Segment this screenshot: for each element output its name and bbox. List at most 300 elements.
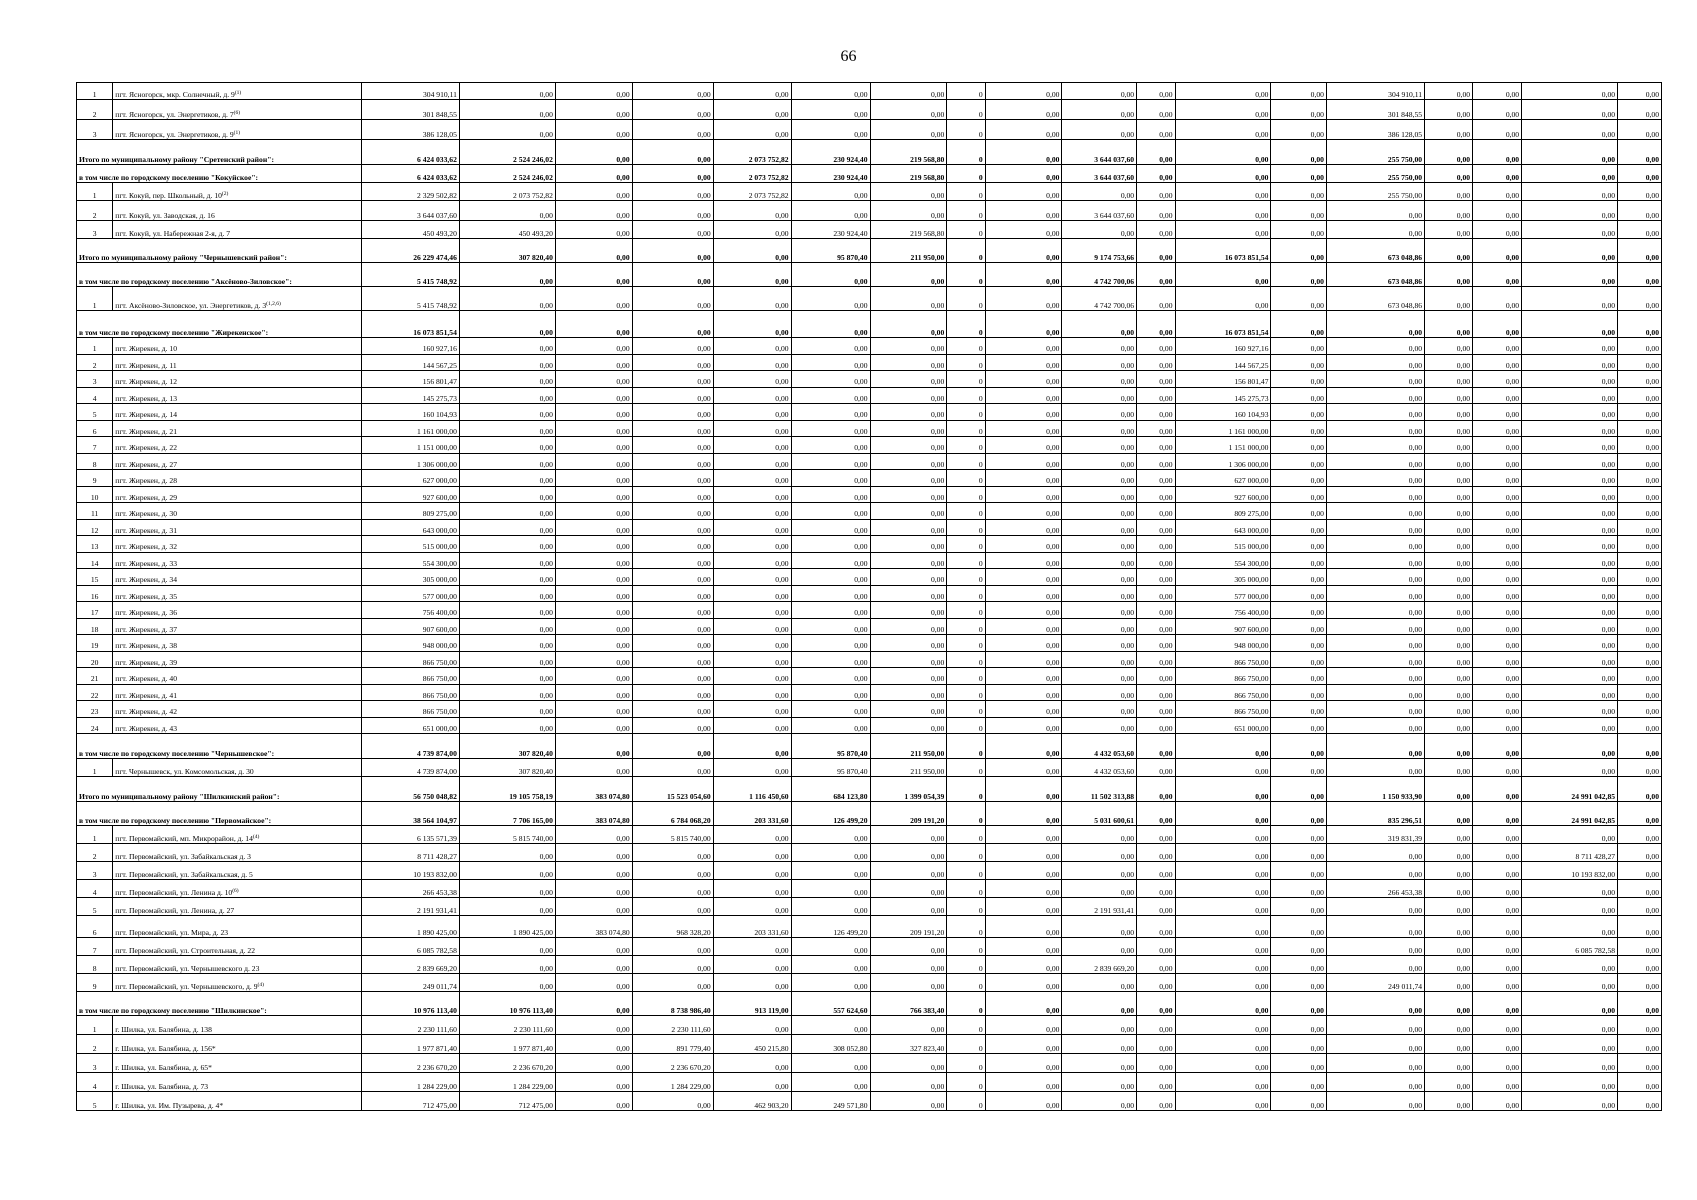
value-cell: 6 085 782,58 [1522,938,1618,956]
value-cell: 0,00 [791,437,870,454]
value-cell: 0,00 [985,826,1062,844]
value-cell: 0,00 [1425,862,1473,880]
value-cell: 0,00 [459,938,555,956]
value-cell: 0,00 [1618,83,1662,100]
address-cell [113,1073,362,1092]
value-cell: 0,00 [1175,221,1271,239]
value-cell: 144 567,25 [361,354,459,371]
value-cell: 0,00 [1271,486,1326,503]
value-cell: 0,00 [1271,759,1326,777]
value-cell: 0,00 [555,100,632,120]
value-cell: 304 910,11 [361,83,459,100]
value-cell: 307 820,40 [459,759,555,777]
value-cell: 0,00 [1522,354,1618,371]
value-cell: 0,00 [870,844,947,862]
value-cell: 0,00 [555,992,632,1016]
address-cell [113,585,362,602]
address-cell [113,221,362,239]
value-cell: 0 [947,552,985,569]
value-cell: 0,00 [1175,992,1271,1016]
table-row [77,519,1662,536]
value-cell: 0,00 [1425,734,1473,759]
value-cell: 0,00 [1271,221,1326,239]
value-cell: 0,00 [985,1092,1062,1111]
value-cell: 0,00 [870,862,947,880]
value-cell: 0,00 [1326,635,1424,652]
value-cell: 0 [947,777,985,802]
value-cell: 301 848,55 [361,100,459,120]
value-cell: 891 779,40 [632,1035,713,1054]
value-cell: 0,00 [985,684,1062,701]
value-cell: 0,00 [459,387,555,404]
address-text: пгт. Первомайский, ул. Чернышевского, д. 9 [115,981,258,991]
value-cell: 0,00 [1137,602,1175,619]
value-cell: 0,00 [985,992,1062,1016]
value-cell: 0,00 [632,585,713,602]
subtotal-row [77,140,1662,165]
value-cell: 0,00 [1062,618,1137,635]
value-cell: 0,00 [1473,453,1522,470]
value-cell: 0,00 [1522,100,1618,120]
value-cell: 0,00 [791,552,870,569]
table-row [77,651,1662,668]
row-number: 1 [77,83,113,100]
value-cell: 0,00 [713,880,791,898]
value-cell: 0,00 [713,684,791,701]
value-cell: 0 [947,602,985,619]
value-cell: 219 568,80 [870,140,947,165]
address-text: пгт. Кокуй, ул. Заводская, д. 16 [115,210,215,220]
value-cell: 2 236 670,20 [361,1054,459,1073]
value-cell: 0,00 [870,420,947,437]
value-cell: 219 568,80 [870,165,947,183]
value-cell: 0,00 [1473,569,1522,586]
value-cell: 0,00 [1425,354,1473,371]
value-cell: 0,00 [1618,938,1662,956]
value-cell: 0,00 [1522,618,1618,635]
value-cell: 0,00 [632,338,713,355]
address-text: пгт. Ясногорск, ул. Энергетиков, д. 7 [115,109,234,119]
value-cell: 0,00 [1425,1054,1473,1073]
value-cell: 0,00 [632,221,713,239]
value-cell: 0,00 [1062,552,1137,569]
value-cell: 0,00 [870,470,947,487]
value-cell: 5 031 600,61 [1062,802,1137,826]
value-cell: 0,00 [1425,201,1473,221]
value-cell: 0,00 [1271,862,1326,880]
value-cell: 0,00 [1175,759,1271,777]
value-cell: 0,00 [713,717,791,734]
value-cell: 0,00 [459,618,555,635]
value-cell: 0,00 [632,717,713,734]
value-cell: 0,00 [1271,354,1326,371]
value-cell: 0,00 [555,1092,632,1111]
value-cell: 0,00 [555,717,632,734]
value-cell: 0,00 [1271,898,1326,916]
address-cell [113,668,362,685]
address-cell [113,602,362,619]
row-number: 17 [77,602,113,619]
value-cell: 1 977 871,40 [459,1035,555,1054]
value-cell: 462 903,20 [713,1092,791,1111]
value-cell: 144 567,25 [1175,354,1271,371]
value-cell: 0,00 [459,717,555,734]
value-cell: 0,00 [1473,618,1522,635]
value-cell: 0,00 [1271,239,1326,263]
value-cell: 0,00 [1522,120,1618,140]
value-cell: 0,00 [1326,569,1424,586]
row-number: 7 [77,938,113,956]
value-cell: 0,00 [713,585,791,602]
value-cell: 0,00 [459,470,555,487]
footnote-mark: (1,2,6) [266,300,281,307]
value-cell: 0,00 [791,404,870,421]
value-cell: 0,00 [1137,1016,1175,1035]
value-cell: 0,00 [1271,701,1326,718]
table-row [77,371,1662,388]
value-cell: 0,00 [632,239,713,263]
footnote-mark: (1) [233,129,241,136]
value-cell: 0,00 [1425,165,1473,183]
value-cell: 557 624,60 [791,992,870,1016]
value-cell: 1 284 229,00 [632,1073,713,1092]
address-cell [113,844,362,862]
value-cell: 2 191 931,41 [361,898,459,916]
address-text: пгт. Жирекен, д. 29 [115,492,177,502]
value-cell: 16 073 851,54 [361,311,459,338]
value-cell: 255 750,00 [1326,140,1424,165]
value-cell: 0,00 [1326,916,1424,938]
address-cell [113,916,362,938]
value-cell: 0,00 [1271,311,1326,338]
value-cell: 0,00 [1618,916,1662,938]
value-cell: 0,00 [985,844,1062,862]
value-cell: 0,00 [1137,880,1175,898]
value-cell: 0,00 [1326,486,1424,503]
value-cell: 0,00 [1425,916,1473,938]
value-cell: 0,00 [632,862,713,880]
value-cell: 0,00 [459,120,555,140]
value-cell: 554 300,00 [1175,552,1271,569]
value-cell: 0,00 [1425,404,1473,421]
value-cell: 0 [947,404,985,421]
address-cell [113,120,362,140]
value-cell: 4 432 053,60 [1062,759,1137,777]
value-cell: 0,00 [791,880,870,898]
value-cell: 0,00 [1175,287,1271,311]
value-cell: 627 000,00 [361,470,459,487]
value-cell: 0,00 [1062,992,1137,1016]
value-cell: 3 644 037,60 [1062,165,1137,183]
value-cell: 0,00 [985,387,1062,404]
value-cell: 0,00 [1618,802,1662,826]
value-cell: 0,00 [985,239,1062,263]
address-cell [113,387,362,404]
value-cell: 0,00 [1522,569,1618,586]
row-number: 3 [77,120,113,140]
value-cell: 0,00 [870,974,947,992]
value-cell: 0,00 [791,201,870,221]
value-cell: 383 074,80 [555,802,632,826]
value-cell: 19 105 758,19 [459,777,555,802]
footnote-mark: (6) [232,887,239,894]
value-cell: 0,00 [1473,420,1522,437]
value-cell: 0,00 [459,453,555,470]
value-cell: 9 174 753,66 [1062,239,1137,263]
value-cell: 0 [947,1054,985,1073]
value-cell: 0,00 [1618,651,1662,668]
value-cell: 0,00 [985,602,1062,619]
value-cell: 0 [947,992,985,1016]
value-cell: 0,00 [1522,287,1618,311]
value-cell: 0,00 [555,221,632,239]
table-row [77,1035,1662,1054]
value-cell: 0,00 [1062,651,1137,668]
value-cell: 1 890 425,00 [459,916,555,938]
address-text: пгт. Ясногорск, мкр. Солнечный, д. 9 [115,89,235,99]
value-cell: 0,00 [1522,338,1618,355]
value-cell: 0,00 [1326,734,1424,759]
value-cell: 0,00 [1473,759,1522,777]
value-cell: 0,00 [870,651,947,668]
row-number: 23 [77,701,113,718]
value-cell: 0,00 [1522,880,1618,898]
value-cell: 1 306 000,00 [361,453,459,470]
address-text: пгт. Жирекен, д. 37 [115,624,177,634]
value-cell: 0,00 [1175,777,1271,802]
address-text: пгт. Жирекен, д. 42 [115,707,177,717]
value-cell: 907 600,00 [1175,618,1271,635]
value-cell: 0,00 [1618,956,1662,974]
table-row [77,684,1662,701]
row-number: 6 [77,916,113,938]
value-cell: 0,00 [1522,956,1618,974]
value-cell: 0,00 [985,1073,1062,1092]
value-cell: 0,00 [1473,100,1522,120]
value-cell: 0,00 [1425,802,1473,826]
value-cell: 383 074,80 [555,777,632,802]
value-cell: 0,00 [791,470,870,487]
value-cell: 0,00 [1271,165,1326,183]
value-cell: 0 [947,585,985,602]
value-cell: 0,00 [1271,371,1326,388]
value-cell: 0,00 [791,938,870,956]
value-cell: 0,00 [1473,437,1522,454]
value-cell: 0,00 [555,759,632,777]
address-text: пгт. Жирекен, д. 34 [115,575,177,585]
value-cell: 0 [947,83,985,100]
value-cell: 0,00 [1062,684,1137,701]
value-cell: 684 123,80 [791,777,870,802]
table-row [77,221,1662,239]
value-cell: 0,00 [1618,974,1662,992]
value-cell: 56 750 048,82 [361,777,459,802]
value-cell: 0,00 [632,880,713,898]
value-cell: 0,00 [1062,844,1137,862]
value-cell: 0,00 [1473,221,1522,239]
value-cell: 0,00 [985,165,1062,183]
value-cell: 249 571,80 [791,1092,870,1111]
value-cell: 643 000,00 [361,519,459,536]
value-cell: 0,00 [713,701,791,718]
value-cell: 0,00 [1175,916,1271,938]
value-cell: 0,00 [1425,992,1473,1016]
value-cell: 0,00 [632,974,713,992]
value-cell: 0,00 [985,287,1062,311]
value-cell: 0,00 [1522,552,1618,569]
value-cell: 0,00 [1473,974,1522,992]
value-cell: 0,00 [1175,263,1271,287]
value-cell: 95 870,40 [791,759,870,777]
table-row [77,404,1662,421]
value-cell: 0,00 [1175,83,1271,100]
value-cell: 0,00 [791,862,870,880]
value-cell: 0,00 [1425,569,1473,586]
value-cell: 2 236 670,20 [459,1054,555,1073]
value-cell: 0,00 [1473,239,1522,263]
value-cell: 0,00 [1326,684,1424,701]
value-cell: 0,00 [985,717,1062,734]
value-cell: 0,00 [459,287,555,311]
table-row [77,100,1662,120]
value-cell: 0,00 [791,826,870,844]
value-cell: 0,00 [1618,354,1662,371]
value-cell: 0,00 [632,201,713,221]
value-cell: 0,00 [632,263,713,287]
value-cell: 0,00 [1425,453,1473,470]
value-cell: 0 [947,759,985,777]
value-cell: 0,00 [1618,552,1662,569]
address-text: пгт. Жирекен, д. 33 [115,558,177,568]
footnote-mark: (1) [234,89,242,96]
value-cell: 0,00 [555,569,632,586]
value-cell: 766 383,40 [870,992,947,1016]
value-cell: 0,00 [459,956,555,974]
value-cell: 0,00 [1473,263,1522,287]
value-cell: 0,00 [791,1054,870,1073]
value-cell: 0,00 [555,956,632,974]
subtotal-row [77,802,1662,826]
value-cell: 0,00 [1473,668,1522,685]
value-cell: 6 784 068,20 [632,802,713,826]
value-cell: 0,00 [870,120,947,140]
value-cell: 1 284 229,00 [459,1073,555,1092]
value-cell: 0,00 [1271,938,1326,956]
row-number: 1 [77,1016,113,1035]
value-cell: 0,00 [713,938,791,956]
address-cell [113,717,362,734]
value-cell: 307 820,40 [459,734,555,759]
value-cell: 0,00 [713,826,791,844]
value-cell: 0,00 [1522,898,1618,916]
value-cell: 0,00 [1137,287,1175,311]
value-cell: 0,00 [1473,503,1522,520]
value-cell: 673 048,86 [1326,263,1424,287]
value-cell: 0,00 [1137,83,1175,100]
value-cell: 907 600,00 [361,618,459,635]
value-cell: 0,00 [791,668,870,685]
value-cell: 266 453,38 [1326,880,1424,898]
value-cell: 0,00 [632,956,713,974]
row-number: 7 [77,437,113,454]
value-cell: 0,00 [555,1016,632,1035]
value-cell: 0,00 [985,552,1062,569]
value-cell: 515 000,00 [361,536,459,553]
value-cell: 211 950,00 [870,239,947,263]
value-cell: 230 924,40 [791,165,870,183]
address-text: пгт. Ясногорск, ул. Энергетиков, д. 9 [115,129,234,139]
value-cell: 0,00 [459,100,555,120]
table-row [77,453,1662,470]
value-cell: 0,00 [1618,717,1662,734]
value-cell: 0,00 [1271,844,1326,862]
value-cell: 0 [947,354,985,371]
value-cell: 0,00 [713,552,791,569]
value-cell: 866 750,00 [361,684,459,701]
value-cell: 0,00 [1062,880,1137,898]
row-number: 22 [77,684,113,701]
value-cell: 0,00 [1271,585,1326,602]
value-cell: 0,00 [1425,684,1473,701]
value-cell: 0,00 [1062,387,1137,404]
value-cell: 3 644 037,60 [361,201,459,221]
value-cell: 0,00 [713,387,791,404]
table-row [77,354,1662,371]
value-cell: 0,00 [1473,311,1522,338]
value-cell: 0,00 [985,880,1062,898]
value-cell: 0,00 [1473,1092,1522,1111]
subtotal-row [77,777,1662,802]
value-cell: 0,00 [1062,221,1137,239]
value-cell: 160 927,16 [1175,338,1271,355]
value-cell: 10 976 113,40 [459,992,555,1016]
value-cell: 0,00 [713,311,791,338]
value-cell: 0,00 [713,519,791,536]
table-row [77,635,1662,652]
address-cell [113,1016,362,1035]
value-cell: 0,00 [1062,916,1137,938]
value-cell: 308 052,80 [791,1035,870,1054]
row-number: 20 [77,651,113,668]
value-cell: 0,00 [713,898,791,916]
address-cell [113,880,362,898]
value-cell: 0,00 [1618,668,1662,685]
value-cell: 0,00 [1137,420,1175,437]
value-cell: 0,00 [1271,83,1326,100]
address-cell [113,684,362,701]
value-cell: 0,00 [1425,183,1473,201]
value-cell: 0,00 [985,201,1062,221]
value-cell: 4 742 700,06 [1062,263,1137,287]
value-cell: 0,00 [1473,201,1522,221]
address-cell [113,83,362,100]
value-cell: 0,00 [870,404,947,421]
value-cell: 0,00 [1326,651,1424,668]
value-cell: 6 135 571,39 [361,826,459,844]
value-cell: 0,00 [555,83,632,100]
table-row [77,83,1662,100]
address-text: пгт. Жирекен, д. 43 [115,723,177,733]
address-text: пгт. Жирекен, д. 36 [115,608,177,618]
value-cell: 0,00 [1473,536,1522,553]
value-cell: 0,00 [1062,120,1137,140]
value-cell: 0,00 [870,354,947,371]
value-cell: 0,00 [1175,802,1271,826]
value-cell: 0,00 [555,201,632,221]
value-cell: 0,00 [1175,1035,1271,1054]
value-cell: 0,00 [1522,536,1618,553]
value-cell: 249 011,74 [361,974,459,992]
